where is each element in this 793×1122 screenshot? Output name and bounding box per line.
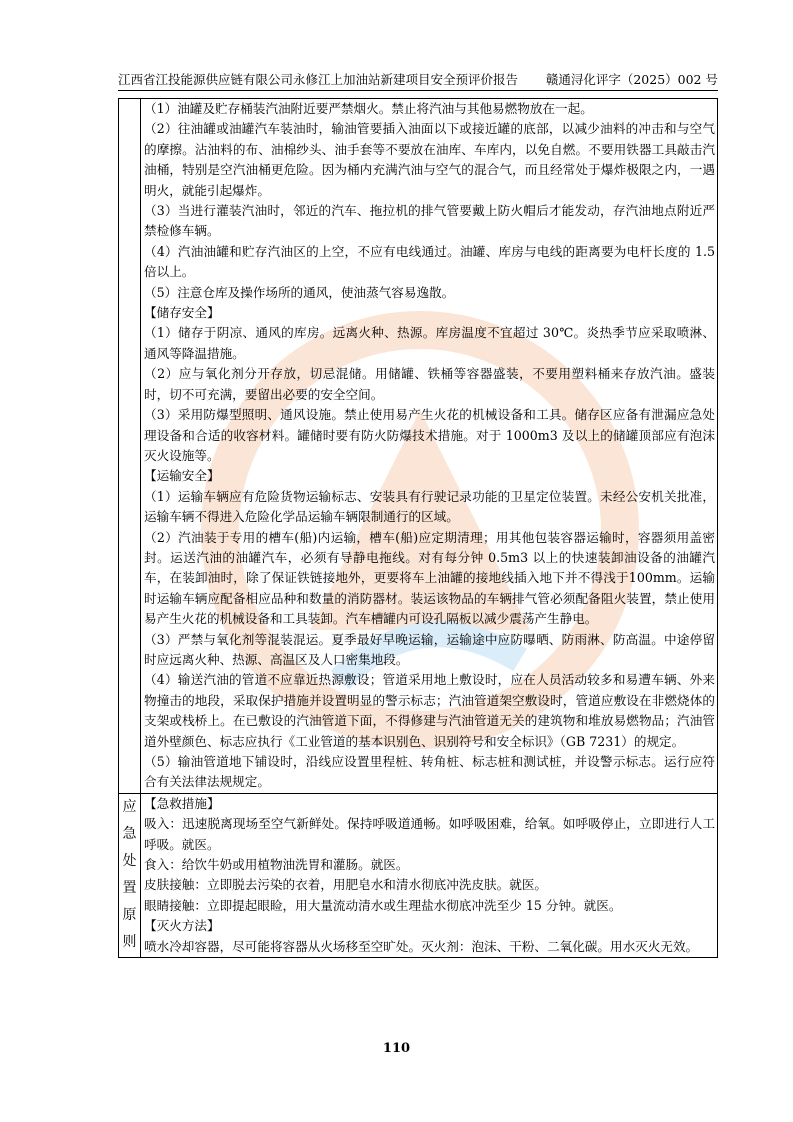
side-label-char: 则 — [122, 934, 137, 951]
paragraph: （5）输油管道地下铺设时，沿线应设置里程桩、转角桩、标志桩和测试桩，并设警示标志。运行应符合有关法律法规规定。 — [144, 754, 715, 790]
paragraph: （5）注意仓库及操作场所的通风，使油蒸气容易逸散。 — [144, 284, 455, 300]
report-number: 赣通浔化评字（2025）002 号 — [545, 72, 718, 87]
paragraph: 食入：给饮牛奶或用植物油洗胃和灌肠。就医。 — [144, 857, 409, 873]
content-cell-upper — [141, 99, 718, 794]
paragraph: 喷水冷却容器，尽可能将容器从火场移至空旷处。灭火剂：泡沫、干粉、二氧化碳。用水灭火无效。 — [144, 938, 699, 954]
report-title: 江西省江投能源供应链有限公司永修江上加油站新建项目安全预评价报告 — [118, 72, 519, 87]
row-side-cell-empty — [119, 99, 141, 794]
section-heading: 【运输安全】 — [144, 468, 220, 484]
paragraph: 皮肤接触：立即脱去污染的衣着，用肥皂水和清水彻底冲洗皮肤。就医。 — [144, 877, 547, 893]
paragraph: （2）汽油装于专用的槽车(船)内运输，槽车(船)应定期清理；用其他包装容器运输时，容器须用盖密封。运送汽油的油罐汽车，必须有导静电拖线。对有每分钟 0.5m3 以上的快速装卸油设备的油罐汽车，在装卸油时，除了保证铁链接地外，更要将车上油罐的接地线插入地下并不得浅于100mm。运输时运输车辆应配备相应品种和数量的消防器材。装运该物品的车辆排气管必须配备阻火装置，禁止使用易产生火花的机械设备和工具装卸。汽车槽罐内可设孔隔板以减少震荡产生静电。 — [144, 529, 715, 627]
paragraph: （4）汽油油罐和贮存汽油区的上空，不应有电线通过。油罐、库房与电线的距离要为电杆长度的 1.5 倍以上。 — [144, 243, 715, 280]
page-number: 110 — [382, 1041, 411, 1056]
paragraph: （3）当进行灌装汽油时，邻近的汽车、拖拉机的排气管要戴上防火帽后才能发动，存汽油地点附近严禁检修车辆。 — [144, 203, 715, 239]
paragraph: （3）采用防爆型照明、通风设施。禁止使用易产生火花的机械设备和工具。储存区应备有泄漏应急处理设备和合适的收容材料。罐储时要有防火防爆技术措施。对于 1000m3 及以上的储罐顶部应有泡沫灭火设施等。 — [144, 407, 715, 463]
section-heading: 【灭火方法】 — [144, 918, 220, 934]
safety-measures-table — [118, 98, 718, 958]
paragraph: 眼睛接触：立即提起眼睑，用大量流动清水或生理盐水彻底冲洗至少 15 分钟。就医。 — [144, 897, 622, 913]
section-heading: 【储存安全】 — [144, 305, 220, 321]
paragraph: 吸入：迅速脱离现场至空气新鲜处。保持呼吸道通畅。如呼吸困难，给氧。如呼吸停止，立即进行人工呼吸。就医。 — [144, 816, 715, 852]
side-label-char: 原 — [122, 907, 137, 924]
side-label-char: 处 — [122, 853, 137, 870]
paragraph: （3）严禁与氧化剂等混装混运。夏季最好早晚运输，运输途中应防曝晒、防雨淋、防高温。中途停留时应远离火种、热源、高温区及人口密集地段。 — [144, 631, 715, 667]
emergency-principle-label — [119, 793, 141, 957]
paragraph: （2）应与氧化剂分开存放，切忌混储。用储罐、铁桶等容器盛装，不要用塑料桶来存放汽油。盛装时，切不可充满，要留出必要的安全空间。 — [144, 366, 715, 402]
section-heading: 【急救措施】 — [144, 795, 220, 811]
paragraph: （1）油罐及贮存桶装汽油附近要严禁烟火。禁止将汽油与其他易燃物放在一起。 — [144, 101, 593, 116]
side-label-char: 应 — [122, 799, 137, 816]
paragraph: （1）储存于阴凉、通风的库房。远离火种、热源。库房温度不宜超过 30℃。炎热季节应采取喷淋、通风等降温措施。 — [144, 325, 715, 361]
table-row-emergency — [119, 793, 718, 957]
page-header — [118, 70, 718, 91]
side-label-char: 急 — [122, 826, 137, 843]
paragraph: （4）输送汽油的管道不应靠近热源敷设；管道采用地上敷设时，应在人员活动较多和易遭车辆、外来物撞击的地段，采取保护措施并设置明显的警示标志；汽油管道架空敷设时，管道应敷设在非燃烧体的支架或栈桥上。在已敷设的汽油管道下面，不得修建与汽油管道无关的建筑物和堆放易燃物品；汽油管道外壁颜色、标志应执行《工业管道的基本识别色、识别符号和安全标识》（GB 7231）的规定。 — [144, 672, 715, 749]
content-cell-lower — [141, 793, 718, 957]
table-row-storage-transport — [119, 99, 718, 794]
paragraph: （2）往油罐或油罐汽车装油时，输油管要插入油面以下或接近罐的底部，以减少油料的冲击和与空气的摩擦。沾油料的布、油棉纱头、油手套等不要放在油库、车库内，以免自燃。不要用铁器工具敲击汽油桶，特别是空汽油桶更危险。因为桶内充满汽油与空气的混合气，而且经常处于爆炸极限之内，一遇明火，就能引起爆炸。 — [144, 121, 715, 198]
side-label-char: 置 — [122, 880, 137, 897]
paragraph: （1）运输车辆应有危险货物运输标志、安装具有行驶记录功能的卫星定位装置。未经公安机关批准，运输车辆不得进入危险化学品运输车辆限制通行的区域。 — [144, 488, 715, 525]
